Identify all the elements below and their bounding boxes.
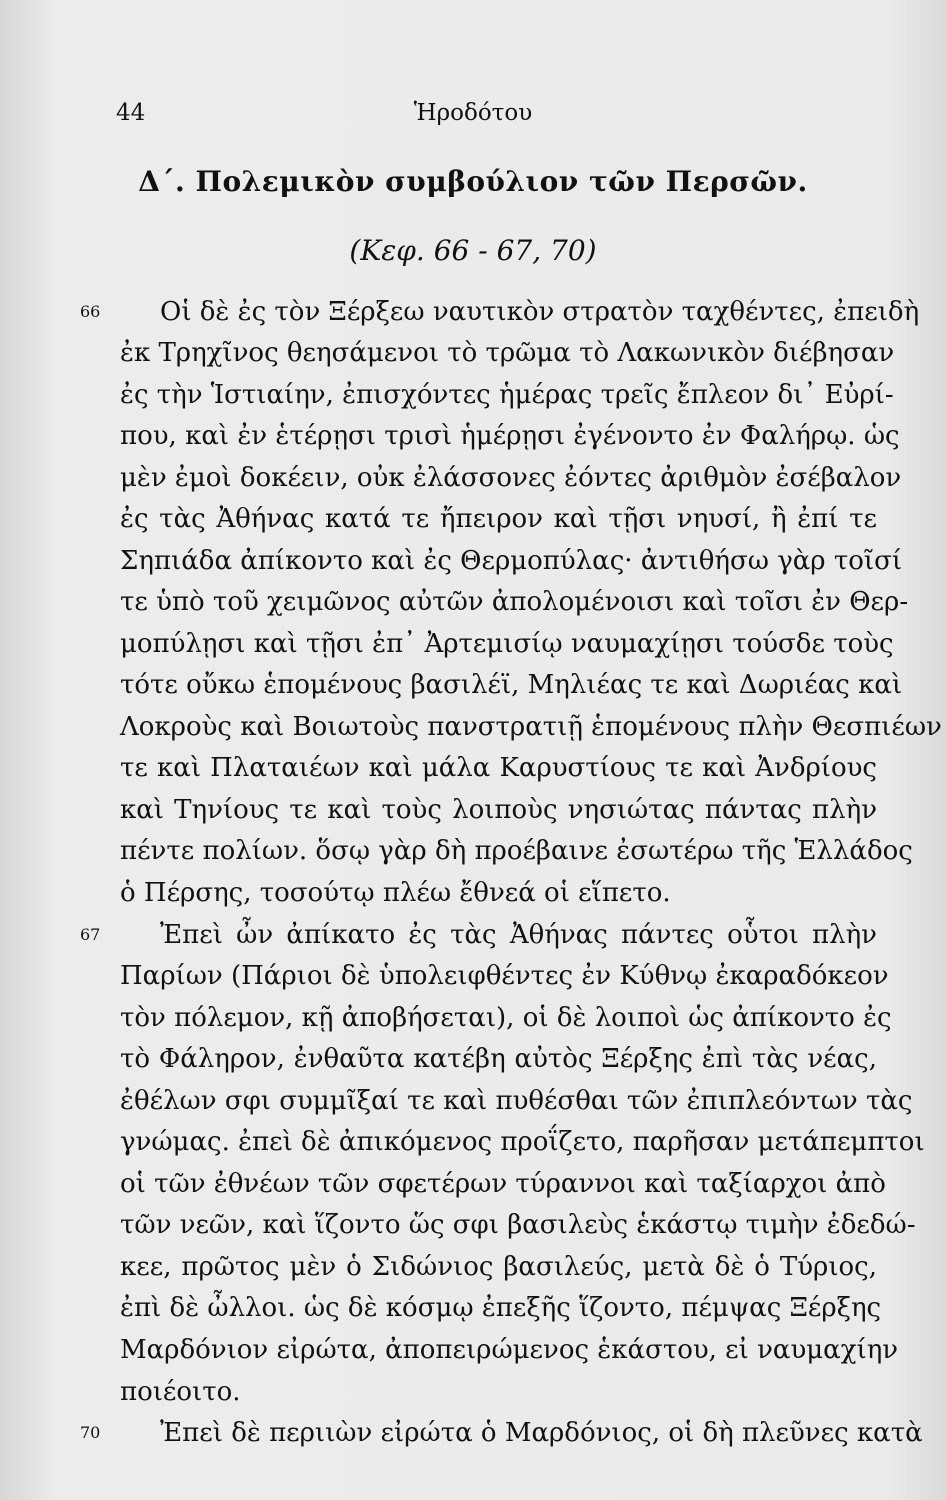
text-line: ποιέοιτο.: [120, 1377, 241, 1407]
text-line: Μαρδόνιον εἰρώτα, ἀποπειρώμενος ἑκάστου, εἰ ναυμαχίην: [120, 1335, 899, 1365]
text-line: Ἐπεὶ δὲ περιιὼν εἰρώτα ὁ Μαρδόνιος, οἱ δὴ πλεῦνες κατὰ: [160, 1418, 923, 1448]
text-line: μοπύλῃσι καὶ τῇσι ἐπ᾽ Ἀρτεμισίῳ ναυμαχίῃσι τούσδε τοὺς: [120, 629, 894, 659]
text-line: ἐς τὰς Ἀθήνας κατά τε ἤπειρον καὶ τῇσι νηυσί, ἢ ἐπί τε: [120, 504, 877, 534]
text-line: Οἱ δὲ ἐς τὸν Ξέρξεω ναυτικὸν στρατὸν ταχθέντες, ἐπειδὴ: [160, 297, 920, 327]
text-line: ὁ Πέρσης, τοσούτῳ πλέω ἔθνεά οἱ εἵπετο.: [120, 878, 671, 908]
section-title: Δ΄. Πολεμικὸν συμβούλιον τῶν Περσῶν.: [138, 165, 808, 198]
margin-number-chapter-70: 70: [80, 1423, 101, 1442]
running-title: Ἡροδότου: [413, 100, 533, 126]
page-number: 44: [116, 100, 146, 126]
text-line: που, καὶ ἐν ἑτέρῃσι τρισὶ ἡμέρῃσι ἐγένοντο ἐν Φαλήρῳ. ὡς: [120, 421, 900, 451]
text-line: ἐθέλων σφι συμμῖξαί τε καὶ πυθέσθαι τῶν ἐπιπλεόντων τὰς: [120, 1086, 913, 1116]
text-line: Παρίων (Πάριοι δὲ ὑπολειφθέντες ἐν Κύθνῳ ἐκαραδόκεον: [120, 961, 889, 991]
text-line: τε ὑπὸ τοῦ χειμῶνος αὐτῶν ἀπολομένοισι καὶ τοῖσι ἐν Θερ-: [120, 587, 909, 617]
text-line: Λοκροὺς καὶ Βοιωτοὺς πανστρατιῇ ἑπομένους πλὴν Θεσπιέων: [120, 712, 942, 742]
margin-number-chapter-67: 67: [80, 925, 101, 944]
text-line: καὶ Τηνίους τε καὶ τοὺς λοιποὺς νησιώτας πάντας πλὴν: [120, 795, 877, 825]
text-line: πέντε πολίων. ὅσῳ γὰρ δὴ προέβαινε ἐσωτέρω τῆς Ἑλλάδος: [120, 836, 913, 866]
text-line: ἐπὶ δὲ ὦλλοι. ὡς δὲ κόσμῳ ἐπεξῆς ἵζοντο, πέμψας Ξέρξης: [120, 1293, 882, 1323]
text-line: γνώμας. ἐπεὶ δὲ ἀπικόμενος προΐζετο, παρῆσαν μετάπεμπτοι: [120, 1127, 925, 1157]
text-line: τότε οὔκω ἑπομένους βασιλέϊ, Μηλιέας τε καὶ Δωριέας καὶ: [120, 670, 903, 700]
text-line: τὸν πόλεμον, κῇ ἀποβήσεται), οἱ δὲ λοιποὶ ὡς ἀπίκοντο ἐς: [120, 1003, 892, 1033]
text-line: ἐκ Τρηχῖνος θεησάμενοι τὸ τρῶμα τὸ Λακωνικὸν διέβησαν: [120, 338, 895, 368]
text-line: τῶν νεῶν, καὶ ἵζοντο ὥς σφι βασιλεὺς ἑκάστῳ τιμὴν ἐδεδώ-: [120, 1210, 916, 1240]
text-line: Σηπιάδα ἀπίκοντο καὶ ἐς Θερμοπύλας· ἀντιθήσω γὰρ τοῖσί: [120, 546, 903, 576]
text-line: Ἐπεὶ ὦν ἀπίκατο ἐς τὰς Ἀθήνας πάντες οὗτοι πλὴν: [160, 920, 877, 950]
text-line: τὸ Φάληρον, ἐνθαῦτα κατέβη αὐτὸς Ξέρξης ἐπὶ τὰς νέας,: [120, 1044, 877, 1074]
section-subtitle: (Κεφ. 66 - 67, 70): [349, 234, 597, 267]
text-line: κεε, πρῶτος μὲν ὁ Σιδώνιος βασιλεύς, μετὰ δὲ ὁ Τύριος,: [120, 1252, 877, 1282]
text-line: μὲν ἐμοὶ δοκέειν, οὐκ ἐλάσσονες ἐόντες ἀριθμὸν ἐσέβαλον: [120, 463, 902, 493]
text-line: τε καὶ Πλαταιέων καὶ μάλα Καρυστίους τε καὶ Ἀνδρίους: [120, 753, 877, 783]
margin-number-chapter-66: 66: [80, 302, 101, 321]
text-line: ἐς τὴν Ἱστιαίην, ἐπισχόντες ἡμέρας τρεῖς ἔπλεον δι᾽ Εὐρί-: [120, 380, 894, 410]
text-line: οἱ τῶν ἐθνέων τῶν σφετέρων τύραννοι καὶ ταξίαρχοι ἀπὸ: [120, 1169, 886, 1199]
